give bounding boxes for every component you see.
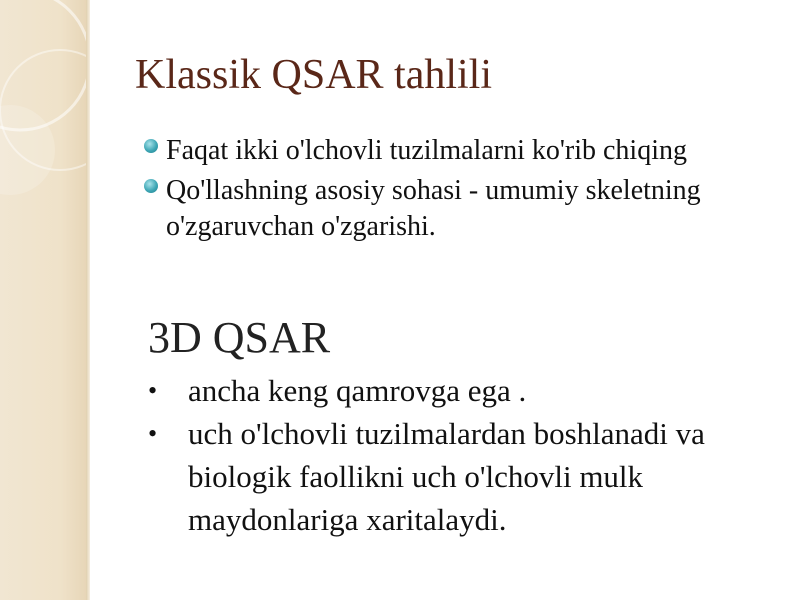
bullet-text: Qo'llashning asosiy sohasi - umumiy skeletning o'zgaruvchan o'zgarishi.: [166, 175, 701, 242]
side-panel-edge: [86, 0, 90, 600]
bullet-text: uch o'lchovli tuzilmalardan boshlanadi va biologik faollikni uch o'lchovli mulk maydonlariga xaritalaydi.: [188, 416, 705, 537]
bullet-point-icon: •: [148, 376, 158, 405]
bullet-dot-icon: [144, 179, 158, 193]
list-item: [140, 133, 740, 169]
list-item: [148, 412, 718, 541]
swirl-decoration: [0, 0, 86, 600]
bullet-text: ancha keng qamrovga ega .: [188, 373, 527, 408]
slide-title: Klassik QSAR tahlili: [135, 52, 493, 98]
decorative-side-panel: [0, 0, 86, 600]
bullet-list-classic: [140, 133, 740, 249]
list-item: [148, 369, 718, 412]
bullet-list-3d: [148, 369, 718, 541]
bullet-dot-icon: [144, 139, 158, 153]
bullet-point-icon: •: [148, 419, 158, 448]
bullet-text: Faqat ikki o'lchovli tuzilmalarni ko'rib chiqing: [166, 135, 687, 166]
subheading-3d-qsar: 3D QSAR: [148, 313, 331, 362]
list-item: [140, 173, 740, 245]
